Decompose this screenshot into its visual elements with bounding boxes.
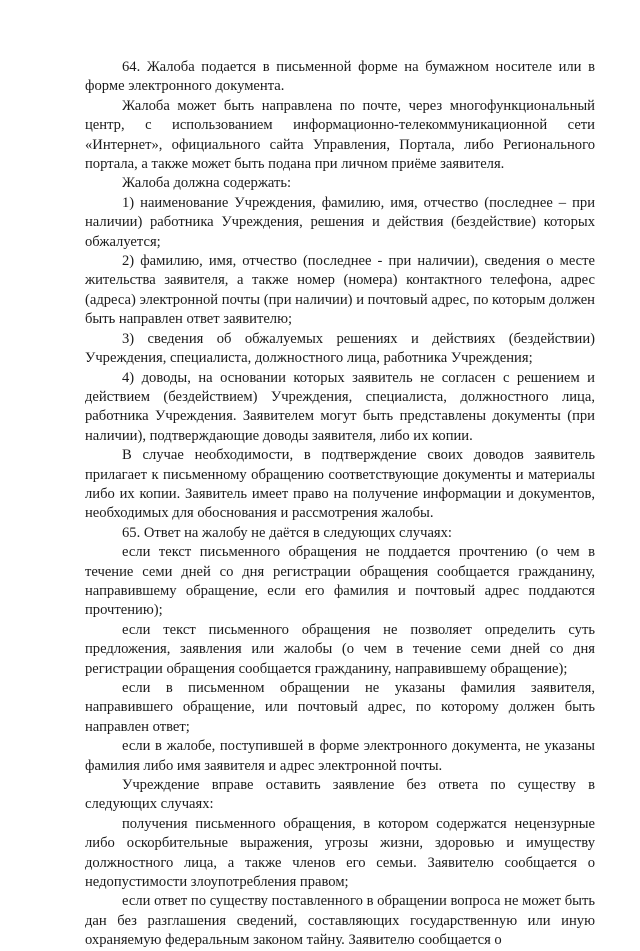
paragraph-submission-channels: Жалоба может быть направлена по почте, через многофункциональный центр, с использованием информационно-телекоммуникационной сети «Интернет», официального сайта Управления, Портала, либо Регионального портала, а также может быть подана при личном приёме заявителя. (85, 97, 595, 173)
case-unclear-essence: если текст письменного обращения не позволяет определить суть предложения, заявления или жалобы (о чем в течение семи дней со дня регистрации обращения сообщается гражданину, направившему обращение); (85, 621, 595, 677)
paragraph-complaint-contents-intro: Жалоба должна содержать: (122, 175, 292, 192)
paragraph-64-form: 64. Жалоба подается в письменной форме на бумажном носителе или в форме электронного документа. (85, 59, 595, 95)
case-electronic-missing-data: если в жалобе, поступившей в форме электронного документа, не указаны фамилия либо имя заявителя и адрес электронной почты. (85, 738, 595, 774)
document-page (85, 58, 595, 951)
paragraph-supporting-documents: В случае необходимости, в подтверждение своих доводов заявитель прилагает к письменному обращению соответствующие документы и материалы либо их копии. Заявитель имеет право на получение информации и документов, необходимых для обоснования и рассмотрения жалобы. (85, 447, 595, 522)
list-item-2-applicant-details: 2) фамилию, имя, отчество (последнее - при наличии), сведения о месте жительства заявителя, а также номер (номера) контактного телефона, адрес (адреса) электронной почты (при наличии) и почтовый адрес, по которым должен быть направлен ответ заявителю; (85, 253, 595, 328)
paragraph-may-leave-unanswered: Учреждение вправе оставить заявление без ответа по существу в следующих случаях: (85, 777, 595, 813)
case-unreadable-text: если текст письменного обращения не поддается прочтению (о чем в течение семи дней со дня регистрации обращения сообщается гражданину, направившему обращение, если его фамилия и почтовый адрес поддаются прочтению); (85, 544, 595, 619)
paragraph-65-no-answer-cases: 65. Ответ на жалобу не даётся в следующих случаях: (122, 524, 452, 541)
case-offensive-language: получения письменного обращения, в котором содержатся нецензурные либо оскорбительные выражения, угрозы жизни, здоровью и имуществу должностного лица, а также членов его семьи. Заявителю сообщается о недопустимости злоупотребления правом; (85, 815, 595, 891)
list-item-1-institution-name: 1) наименование Учреждения, фамилию, имя, отчество (последнее – при наличии) работника Учреждения, решения и действия (бездействие) которых обжалуется; (85, 194, 595, 250)
case-missing-name-address: если в письменном обращении не указаны фамилия заявителя, направившего обращение, или почтовый адрес, по которому должен быть направлен ответ; (85, 680, 595, 735)
list-item-4-arguments: 4) доводы, на основании которых заявитель не согласен с решением и действием (бездействием) Учреждения, специалиста, должностного лица, работника Учреждения. Заявителем могут быть представлены документы (при наличии), подтверждающие доводы заявителя, либо их копии. (85, 369, 595, 444)
list-item-3-appealed-decisions: 3) сведения об обжалуемых решениях и действиях (бездействии) Учреждения, специалиста, должностного лица, работника Учреждения; (85, 330, 595, 367)
case-state-secret: если ответ по существу поставленного в обращении вопроса не может быть дан без разглашения сведений, составляющих государственную или иную охраняемую федеральным законом тайну. Заявителю сообщается о (85, 893, 595, 949)
